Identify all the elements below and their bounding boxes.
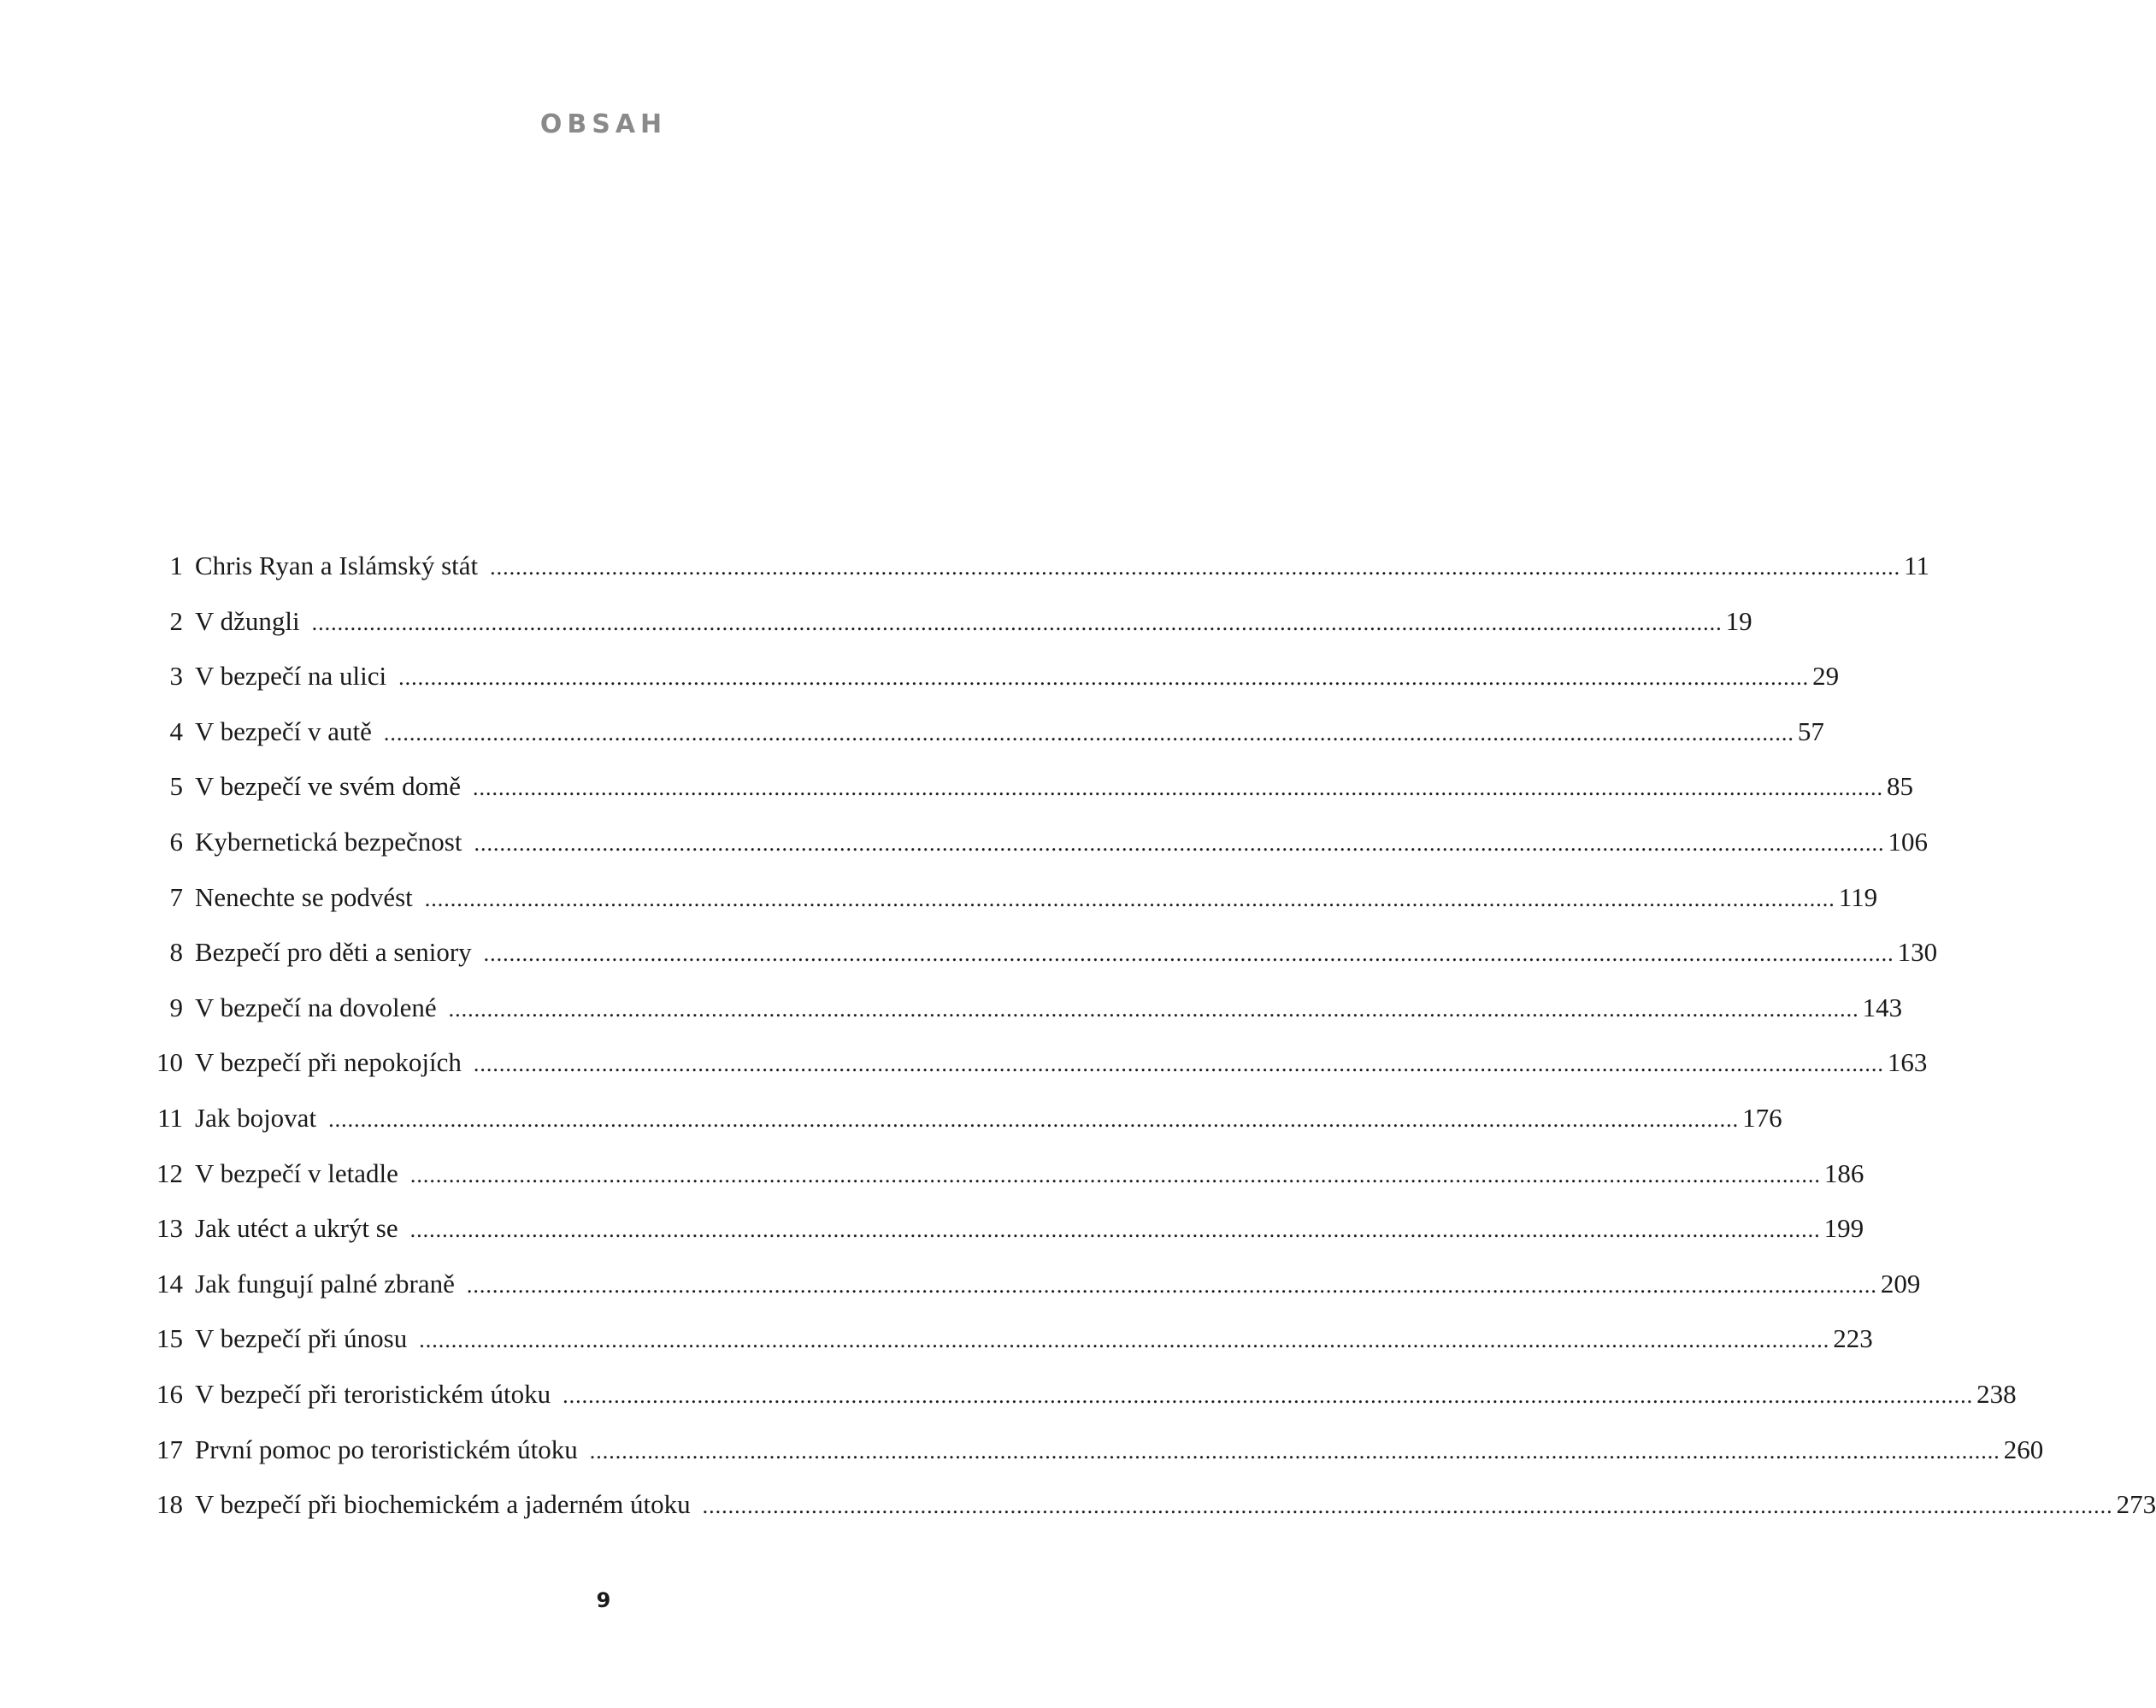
chapter-number: 2 [169,605,183,636]
chapter-number: 15 [156,1323,183,1354]
chapter-page: 273 [2116,1489,2156,1520]
toc-entry[interactable] [145,881,1878,938]
chapter-page: 85 [1887,771,1914,802]
chapter-title: V bezpečí ve svém domě [195,771,462,802]
chapter-page: 223 [1833,1323,1873,1354]
chapter-number: 16 [156,1378,183,1409]
table-of-contents [145,551,2156,1545]
chapter-page: 57 [1797,716,1824,746]
chapter-page: 260 [2003,1434,2044,1464]
toc-entry[interactable] [145,1213,1864,1269]
chapter-title: Jak bojovat [195,1102,317,1133]
chapter-number: 17 [156,1434,183,1464]
chapter-title: V bezpečí v autě [195,716,372,746]
chapter-number: 10 [156,1047,183,1078]
chapter-title: Nenechte se podvést [195,881,413,912]
chapter-number: 5 [169,771,183,802]
dot-leader: ............................................................................................................................................................................................................................ [409,1217,1821,1243]
dot-leader: ............................................................................................................................................................................................................................ [466,1272,1877,1298]
chapter-page: 199 [1823,1213,1864,1244]
chapter-number: 18 [156,1489,183,1520]
chapter-page: 186 [1823,1157,1864,1188]
chapter-title: Bezpečí pro děti a seniory [195,937,472,968]
chapter-number: 6 [169,826,183,857]
chapter-title: Chris Ryan a Islámský stát [195,551,479,580]
toc-entry[interactable] [145,1157,1864,1214]
toc-entry[interactable] [145,1102,1782,1158]
toc-entry[interactable] [145,551,1929,606]
toc-entry[interactable] [145,826,1928,882]
chapter-number: 7 [169,881,183,912]
chapter-title: V bezpečí při únosu [195,1323,408,1354]
chapter-number: 8 [169,937,183,968]
dot-leader: ............................................................................................................................................................................................................................ [398,665,1810,691]
toc-entry[interactable] [145,605,1752,662]
chapter-number: 11 [157,1102,183,1133]
dot-leader: ............................................................................................................................................................................................................................ [409,1162,1821,1187]
dot-leader: ............................................................................................................................................................................................................................ [448,996,1859,1022]
chapter-number: 1 [169,551,183,580]
chapter-title: V bezpečí v letadle [195,1157,398,1188]
chapter-title: V bezpečí na ulici [195,661,387,692]
chapter-page: 209 [1880,1268,1921,1299]
chapter-page: 143 [1862,992,1903,1022]
chapter-page: 163 [1887,1047,1928,1078]
dot-leader: ............................................................................................................................................................................................................................ [589,1438,2000,1464]
dot-leader: ............................................................................................................................................................................................................................ [483,941,1894,967]
chapter-number: 13 [156,1213,183,1244]
toc-entry[interactable] [145,716,1824,772]
chapter-title: První pomoc po teroristickém útoku [195,1434,578,1464]
toc-entry[interactable] [145,1378,2017,1434]
chapter-title: V bezpečí při teroristickém útoku [195,1378,551,1409]
dot-leader: ............................................................................................................................................................................................................................ [563,1382,1974,1408]
chapter-title: V džungli [195,605,300,636]
chapter-number: 14 [156,1268,183,1299]
chapter-page: 19 [1725,605,1752,636]
dot-leader: ............................................................................................................................................................................................................................ [328,1106,1740,1132]
page-title: OBSAH [539,109,668,139]
dot-leader: ............................................................................................................................................................................................................................ [474,830,1885,856]
toc-entry[interactable] [145,1489,2156,1545]
chapter-title: Jak utéct a ukrýt se [195,1213,398,1244]
toc-entry[interactable] [145,1323,1873,1379]
page-number: 9 [596,1588,611,1612]
dot-leader: ............................................................................................................................................................................................................................ [419,1328,1830,1353]
toc-entry[interactable] [145,1047,1928,1103]
chapter-number: 4 [169,716,183,746]
toc-entry[interactable] [145,1434,2044,1490]
toc-entry[interactable] [145,1268,1921,1324]
dot-leader: ............................................................................................................................................................................................................................ [383,720,1794,745]
chapter-title: V bezpečí při nepokojích [195,1047,462,1078]
chapter-title: V bezpečí při biochemickém a jaderném útoku [195,1489,691,1520]
dot-leader: ............................................................................................................................................................................................................................ [424,886,1835,911]
chapter-page: 106 [1888,826,1928,857]
toc-entry[interactable] [145,661,1840,716]
chapter-title: Kybernetická bezpečnost [195,826,462,857]
chapter-page: 130 [1897,937,1938,968]
chapter-title: Jak fungují palné zbraně [195,1268,455,1299]
toc-entry[interactable] [145,992,1903,1048]
chapter-page: 11 [1904,551,1929,580]
chapter-page: 238 [1976,1378,2017,1409]
chapter-page: 29 [1812,661,1840,692]
chapter-number: 3 [169,661,183,692]
dot-leader: ............................................................................................................................................................................................................................ [702,1493,2113,1519]
chapter-page: 119 [1838,881,1878,912]
chapter-number: 12 [156,1157,183,1188]
dot-leader: ............................................................................................................................................................................................................................ [311,610,1723,635]
dot-leader: ............................................................................................................................................................................................................................ [473,775,1884,801]
dot-leader: ............................................................................................................................................................................................................................ [490,555,1901,580]
chapter-page: 176 [1742,1102,1782,1133]
toc-entry[interactable] [145,937,1938,992]
dot-leader: ............................................................................................................................................................................................................................ [473,1051,1884,1077]
chapter-title: V bezpečí na dovolené [195,992,437,1022]
chapter-number: 9 [169,992,183,1022]
toc-entry[interactable] [145,771,1914,827]
